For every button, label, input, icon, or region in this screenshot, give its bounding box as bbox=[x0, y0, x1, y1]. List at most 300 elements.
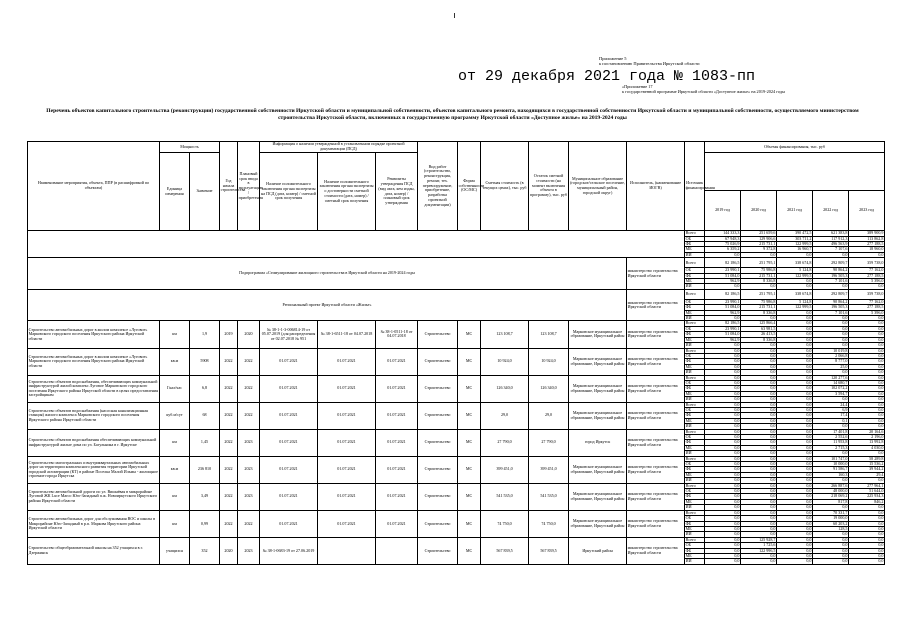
col-remaining-cost: Остаток сметной стоимости (на момент включения объекта в программу), тыс. руб bbox=[529, 142, 569, 231]
funding-value: 0,0 bbox=[813, 326, 849, 331]
cell-mun: Марковское муниципальное образование, Иркутский район bbox=[569, 483, 627, 510]
section-title: Подпрограмма «Стимулирование жилищного строительства в Иркутской области на 2019-2024 годы bbox=[28, 258, 627, 290]
table-header bbox=[28, 142, 885, 231]
funding-value: 0,0 bbox=[849, 532, 885, 537]
funding-value: 0,0 bbox=[705, 462, 741, 467]
funding-value: 75 986,8 bbox=[741, 299, 777, 304]
funding-value: 58 289,8 bbox=[849, 456, 885, 461]
source-label: Всего bbox=[685, 231, 705, 236]
funding-value: 160,3 bbox=[813, 472, 849, 477]
cell-doc1: 01.07.2021 bbox=[260, 456, 318, 483]
cell-mun: Марковское муниципальное образование, Иркутский район bbox=[569, 402, 627, 429]
funding-value: 0,0 bbox=[777, 418, 813, 423]
funding-value: 0,0 bbox=[849, 397, 885, 402]
funding-value: 251 795,1 bbox=[741, 289, 777, 299]
cell-doc1: № 38-1-1-3-006814-19 от 05.07.2019 (для распределения от 02.07.2018 № 951 bbox=[260, 321, 318, 348]
funding-value: 0,0 bbox=[813, 532, 849, 537]
funding-value: 125 866,4 bbox=[741, 321, 777, 326]
source-label: ИИ bbox=[685, 532, 705, 537]
funding-value: 23 990,1 bbox=[705, 299, 741, 304]
cell-rem: 541 535,0 bbox=[529, 483, 569, 510]
funding-value: 359 738,0 bbox=[849, 289, 885, 299]
funding-value: 0,0 bbox=[741, 494, 777, 499]
funding-value: 102 072,2 bbox=[813, 386, 849, 391]
funding-value: 8 336,8 bbox=[741, 310, 777, 315]
funding-value: 0,0 bbox=[741, 386, 777, 391]
source-label: ИИ bbox=[685, 316, 705, 321]
cell-doc1: № 38-1-0683-19 от 27.06.2019 bbox=[260, 537, 318, 564]
section-title: Региональный проект Иркутской области «Жилье» bbox=[28, 289, 627, 321]
funding-value: 962,9 bbox=[705, 279, 741, 284]
funding-value: 0,0 bbox=[705, 440, 741, 445]
source-label: Всего bbox=[685, 348, 705, 353]
funding-value: 63 981,5 bbox=[741, 326, 777, 331]
funding-value: 0,0 bbox=[741, 472, 777, 477]
funding-value: 0,0 bbox=[777, 310, 813, 315]
appendix-note bbox=[599, 56, 899, 67]
funding-value: 251 659,6 bbox=[741, 231, 777, 236]
source-label: Всего bbox=[685, 429, 705, 434]
funding-value: 0,0 bbox=[705, 386, 741, 391]
funding-value: 0,0 bbox=[705, 548, 741, 553]
funding-value: 0,0 bbox=[849, 316, 885, 321]
source-label: МБ bbox=[685, 279, 705, 284]
funding-value: 0,0 bbox=[705, 532, 741, 537]
funding-value: 0,0 bbox=[777, 337, 813, 342]
funding-value: 0,0 bbox=[741, 489, 777, 494]
cell-work: Строительство bbox=[418, 510, 458, 537]
cell-work: Строительство bbox=[418, 375, 458, 402]
funding-value: 113 862,8 bbox=[849, 236, 885, 241]
funding-value: 0,0 bbox=[777, 375, 813, 380]
cell-name: Строительство автомобильных дорог для обслуживания ВОС и школы в Микрорайоне Юго-Западный в р.п. Маркова Иркутского района Иркутской области bbox=[28, 510, 160, 537]
funding-value: 0,0 bbox=[705, 456, 741, 461]
cell-doc1: 01.07.2021 bbox=[260, 510, 318, 537]
funding-value: 5 396,0 bbox=[849, 279, 885, 284]
cell-rem: 74 750,0 bbox=[529, 510, 569, 537]
cell-name: Строительство автомобильных дорог в жилом комплексе «Луговое» Марковского городского поселения Иркутского района Иркутской области bbox=[28, 321, 160, 348]
source-label: ФБ bbox=[685, 332, 705, 337]
source-label: ФБ bbox=[685, 386, 705, 391]
funding-value: 5 124,8 bbox=[777, 268, 813, 273]
col-funding-group: Объемы финансирования, тыс. руб bbox=[705, 142, 885, 153]
source-label: ОБ bbox=[685, 543, 705, 548]
funding-value: 0,0 bbox=[849, 510, 885, 515]
funding-value: 7 107,6 bbox=[813, 247, 849, 252]
col-unit: Единица измерения bbox=[160, 153, 190, 231]
funding-value: 0,0 bbox=[705, 359, 741, 364]
cell-start: 2022 bbox=[220, 456, 238, 483]
cell-cost: 567 839,5 bbox=[481, 537, 529, 564]
funding-value: 0,0 bbox=[777, 553, 813, 558]
funding-value: 0,0 bbox=[741, 553, 777, 558]
funding-value: 0,0 bbox=[741, 478, 777, 483]
source-label: ОБ bbox=[685, 462, 705, 467]
cell-value: 236 810 bbox=[190, 456, 220, 483]
source-label: ИИ bbox=[685, 478, 705, 483]
cell-work: Строительство bbox=[418, 321, 458, 348]
funding-value: 0,0 bbox=[777, 472, 813, 477]
funding-value: 0,0 bbox=[849, 553, 885, 558]
cell-work: Строительство bbox=[418, 348, 458, 375]
col-doc-positive: Наличие положительного заключения органа экспертизы на ПСД (дата, номер) / сметной срок получения bbox=[260, 153, 318, 231]
funding-value: 0,0 bbox=[813, 337, 849, 342]
funding-value: 90 864,2 bbox=[813, 299, 849, 304]
funding-value: 8 336,8 bbox=[741, 279, 777, 284]
source-label: ИИ bbox=[685, 505, 705, 510]
funding-value: 215 731,1 bbox=[741, 305, 777, 310]
funding-value: 0,0 bbox=[705, 370, 741, 375]
cell-value: 352 bbox=[190, 537, 220, 564]
funding-value: 75 026,9 bbox=[705, 242, 741, 247]
col-work-type: Вид работ (строительство, реконструкция, ремонт, тех. перевооружение, приобретение, разработка проектной документации) bbox=[418, 142, 458, 231]
funding-value: 0,0 bbox=[849, 521, 885, 526]
funding-value: 91 586,7 bbox=[813, 467, 849, 472]
funding-value: 0,0 bbox=[813, 548, 849, 553]
cell-doc3: 01.07.2021 bbox=[376, 375, 418, 402]
funding-value: 0,0 bbox=[777, 483, 813, 488]
funding-value: 0,0 bbox=[813, 332, 849, 337]
source-label: ФБ bbox=[685, 494, 705, 499]
table-row bbox=[28, 258, 885, 268]
funding-value: 117 912,3 bbox=[813, 236, 849, 241]
funding-value: 48 000,0 bbox=[813, 489, 849, 494]
funding-value: 0,0 bbox=[777, 413, 813, 418]
funding-value: 0,0 bbox=[705, 478, 741, 483]
funding-value: 0,0 bbox=[741, 483, 777, 488]
source-label: ИИ bbox=[685, 559, 705, 564]
cell-doc1: 01.07.2021 bbox=[260, 348, 318, 375]
funding-value: 0,0 bbox=[741, 413, 777, 418]
funding-value: 0,0 bbox=[777, 435, 813, 440]
funding-value: 0,0 bbox=[741, 252, 777, 257]
cell-start: 2022 bbox=[220, 348, 238, 375]
funding-value: 0,0 bbox=[741, 397, 777, 402]
funding-value: 0,0 bbox=[741, 429, 777, 434]
cell-value: 3,49 bbox=[190, 483, 220, 510]
funding-value: 0,0 bbox=[705, 375, 741, 380]
cell-own: МС bbox=[458, 348, 481, 375]
funding-value: 15 536,2 bbox=[849, 462, 885, 467]
cell-work: Строительство bbox=[418, 483, 458, 510]
cell-unit: км bbox=[160, 321, 190, 348]
funding-value: 0,0 bbox=[813, 424, 849, 429]
source-label: ОБ bbox=[685, 236, 705, 241]
funding-value: 0,0 bbox=[741, 559, 777, 564]
cell-doc1: 01.07.2021 bbox=[260, 402, 318, 429]
funding-value: 0,0 bbox=[813, 537, 849, 542]
cell-cost: 126 340,0 bbox=[481, 375, 529, 402]
funding-value: 0,0 bbox=[777, 440, 813, 445]
funding-value: 7 101,6 bbox=[813, 310, 849, 315]
source-label: ФБ bbox=[685, 413, 705, 418]
cell-unit: км bbox=[160, 510, 190, 537]
funding-value: 20 164,6 bbox=[849, 429, 885, 434]
source-label: ОБ bbox=[685, 268, 705, 273]
funding-value: 0,0 bbox=[741, 402, 777, 407]
funding-value: 0,0 bbox=[813, 478, 849, 483]
funding-value: 0,0 bbox=[777, 402, 813, 407]
cell-rem: 399 451,0 bbox=[529, 456, 569, 483]
cell-plan: 2022 bbox=[238, 375, 260, 402]
funding-value: 0,0 bbox=[705, 316, 741, 321]
funding-value: 0,0 bbox=[741, 380, 777, 385]
source-label: МБ bbox=[685, 445, 705, 450]
source-label: Всего bbox=[685, 375, 705, 380]
cell-plan: 2023 bbox=[238, 456, 260, 483]
cell-doc1: 01.07.2021 bbox=[260, 429, 318, 456]
funding-value: 129 906,6 bbox=[741, 236, 777, 241]
col-docs-group: Информация о наличии утвержденной в установленном порядке проектной документации (ПСД) bbox=[260, 142, 418, 153]
funding-value: 0,0 bbox=[849, 364, 885, 369]
funding-value: 251 795,1 bbox=[741, 258, 777, 268]
funding-value: 0,0 bbox=[705, 526, 741, 531]
col-start-year: Год начала строительства bbox=[220, 142, 238, 231]
funding-value: 0,0 bbox=[741, 499, 777, 504]
funding-value: 0,1 bbox=[813, 418, 849, 423]
col-doc-estimate: Наличие положительного заключения органа экспертизы о достоверности сметной стоимости (дата, номер) / сметный срок получения bbox=[318, 153, 376, 231]
funding-value: 496 563,9 bbox=[813, 242, 849, 247]
funding-value: 0,0 bbox=[705, 510, 741, 515]
cell-unit: учащихся bbox=[160, 537, 190, 564]
funding-value: 17,4 bbox=[813, 413, 849, 418]
source-label: ФБ bbox=[685, 359, 705, 364]
cell-name: Строительство автомобильных дорог в жилом комплексе «Луговое» Марковского городского поселения Иркутского района Иркутской области bbox=[28, 348, 160, 375]
funding-value: 0,0 bbox=[705, 494, 741, 499]
funding-value: 8 777,0 bbox=[813, 359, 849, 364]
cell-work: Строительство bbox=[418, 537, 458, 564]
funding-value: 0,0 bbox=[705, 380, 741, 385]
funding-value: 0,0 bbox=[777, 343, 813, 348]
cell-start: 2019 bbox=[220, 321, 238, 348]
cell-doc3: 01.07.2021 bbox=[376, 402, 418, 429]
funding-value: 122 996,5 bbox=[741, 548, 777, 553]
source-label: ОБ bbox=[685, 516, 705, 521]
funding-value: 82 186,5 bbox=[705, 321, 741, 326]
funding-value: 0,0 bbox=[777, 510, 813, 515]
funding-value: 0,0 bbox=[849, 380, 885, 385]
executor-cell: министерство строительства Иркутской области bbox=[627, 456, 685, 483]
funding-value: 0,0 bbox=[705, 402, 741, 407]
cell-plan: 2022 bbox=[238, 348, 260, 375]
funding-value: 9 372,8 bbox=[741, 247, 777, 252]
funding-value: 0,0 bbox=[849, 413, 885, 418]
source-label: Всего bbox=[685, 258, 705, 268]
funding-value: 0,0 bbox=[777, 521, 813, 526]
cell-own: МС bbox=[458, 510, 481, 537]
funding-value: 0,0 bbox=[777, 494, 813, 499]
funding-value: 2 196,0 bbox=[849, 435, 885, 440]
cell-rem: 126 340,0 bbox=[529, 375, 569, 402]
cell-own: МС bbox=[458, 375, 481, 402]
funding-value: 0,0 bbox=[705, 499, 741, 504]
funding-value: 51 084,0 bbox=[705, 332, 741, 337]
cell-work: Строительство bbox=[418, 429, 458, 456]
source-label: ИИ bbox=[685, 343, 705, 348]
funding-value: 23 990,1 bbox=[705, 268, 741, 273]
cell-start: 2022 bbox=[220, 510, 238, 537]
funding-value: 0,0 bbox=[741, 391, 777, 396]
funding-value: 122 999,5 bbox=[777, 273, 813, 278]
col-funding-spacer bbox=[705, 153, 885, 191]
page-title: Перечень объектов капитального строительства (реконструкции) государственной собственности Иркутской области и муниципальной собственности, объектов капитального ремонта, находящихся в государственной собственности Иркутской области и муниципальной собственности, осуществляемого министерством строительства Иркутской области, включенных в государственную программу Иркутской области «Доступное жилье» на 2019-2024 годы bbox=[46, 108, 859, 121]
funding-value: 0,0 bbox=[705, 543, 741, 548]
funding-value: 0,0 bbox=[849, 391, 885, 396]
funding-value: 0,0 bbox=[849, 402, 885, 407]
funding-value: 0,0 bbox=[777, 429, 813, 434]
cell-value: 0,99 bbox=[190, 510, 220, 537]
cell-work: Строительство bbox=[418, 402, 458, 429]
cell-own: МС bbox=[458, 321, 481, 348]
funding-value: 0,0 bbox=[741, 424, 777, 429]
funding-value: 122 999,5 bbox=[777, 242, 813, 247]
source-label: ИИ bbox=[685, 397, 705, 402]
col-municipality: Муниципальное образование (городское/сельское поселение, муниципальный район, городской округ) bbox=[569, 142, 627, 231]
funding-value: 0,0 bbox=[813, 343, 849, 348]
funding-value: 0,0 bbox=[813, 505, 849, 510]
appendix-line: «Приложение 17 bbox=[622, 84, 653, 89]
source-label: ФБ bbox=[685, 440, 705, 445]
funding-value: 0,0 bbox=[741, 462, 777, 467]
source-label: МБ bbox=[685, 418, 705, 423]
executor-cell: министерство строительства Иркутской области bbox=[627, 289, 685, 321]
cell-mun: Марковское муниципальное образование, Иркутский район bbox=[569, 348, 627, 375]
cell-start: 2020 bbox=[220, 537, 238, 564]
funding-value: 277 188,5 bbox=[849, 242, 885, 247]
cell-unit: кв.м bbox=[160, 456, 190, 483]
funding-value: 6 359,2 bbox=[705, 247, 741, 252]
funding-value: 0,0 bbox=[705, 521, 741, 526]
funding-value: 0,0 bbox=[705, 348, 741, 353]
funding-value: 817,8 bbox=[813, 499, 849, 504]
source-label: МБ bbox=[685, 526, 705, 531]
funding-value: 0,0 bbox=[741, 370, 777, 375]
funding-value: 0,0 bbox=[849, 337, 885, 342]
cell-doc3: 01.07.2021 bbox=[376, 456, 418, 483]
funding-value: 5 396,0 bbox=[849, 310, 885, 315]
source-label: ИИ bbox=[685, 424, 705, 429]
funding-value: 0,0 bbox=[741, 532, 777, 537]
col-estimate-cost: Сметная стоимость (в текущих ценах), тыс. руб bbox=[481, 142, 529, 231]
cell-start: 2022 bbox=[220, 375, 238, 402]
funding-value: 0,0 bbox=[705, 391, 741, 396]
funding-value: 0,0 bbox=[813, 252, 849, 257]
cell-value: 68 bbox=[190, 402, 220, 429]
source-label: Всего bbox=[685, 483, 705, 488]
funding-value: 0,0 bbox=[813, 543, 849, 548]
funding-value: 0,0 bbox=[777, 516, 813, 521]
funding-value: 0,0 bbox=[705, 516, 741, 521]
funding-value: 0,0 bbox=[849, 526, 885, 531]
source-label: МБ bbox=[685, 472, 705, 477]
funding-value: 0,0 bbox=[705, 472, 741, 477]
funding-value: 0,0 bbox=[741, 516, 777, 521]
funding-value: 0,0 bbox=[705, 424, 741, 429]
executor-cell: министерство строительства Иркутской области bbox=[627, 375, 685, 402]
funding-value: 0,0 bbox=[705, 435, 741, 440]
funding-value: 67 948,3 bbox=[705, 236, 741, 241]
cell-own: МС bbox=[458, 456, 481, 483]
funding-value: 277 964,1 bbox=[849, 483, 885, 488]
funding-value: 0,0 bbox=[777, 316, 813, 321]
funding-value: 0,0 bbox=[741, 521, 777, 526]
executor-cell: министерство строительства Иркутской области bbox=[627, 510, 685, 537]
cell-unit: Гкал/час bbox=[160, 375, 190, 402]
funding-value: 0,0 bbox=[849, 559, 885, 564]
funding-value: 82 186,5 bbox=[705, 258, 741, 268]
cell-doc2: 01.07.2021 bbox=[318, 483, 376, 510]
cell-mun: Марковское муниципальное образование, Иркутский район bbox=[569, 510, 627, 537]
funding-value: 0,0 bbox=[849, 478, 885, 483]
cell-work: Строительство bbox=[418, 456, 458, 483]
source-label: Всего bbox=[685, 289, 705, 299]
funding-value: 215 731,1 bbox=[741, 273, 777, 278]
funding-value: 1 725,6 bbox=[741, 543, 777, 548]
funding-value: 26 413,5 bbox=[741, 332, 777, 337]
funding-value: 0,0 bbox=[705, 489, 741, 494]
source-label: Всего bbox=[685, 402, 705, 407]
col-plan-year: Плановый срок ввода в эксплуатацию / приобретения bbox=[238, 142, 260, 231]
source-label: ОБ bbox=[685, 353, 705, 358]
funding-value: 0,0 bbox=[777, 478, 813, 483]
funding-value: 846,2 bbox=[849, 499, 885, 504]
funding-value: 0,0 bbox=[849, 321, 885, 326]
cell-unit: куб.м/сут bbox=[160, 402, 190, 429]
funding-value: 0,0 bbox=[777, 451, 813, 456]
funding-value: 0,0 bbox=[849, 370, 885, 375]
funding-value: 0,0 bbox=[705, 343, 741, 348]
funding-value: 0,0 bbox=[741, 353, 777, 358]
funding-value: 0,0 bbox=[777, 321, 813, 326]
funding-value: 0,0 bbox=[741, 418, 777, 423]
col-executor: Исполнитель, (наименование ИОГВ) bbox=[627, 142, 685, 231]
funding-value: 0,0 bbox=[705, 413, 741, 418]
source-label: ИИ bbox=[685, 252, 705, 257]
cell-doc3: № 38-1-0511-18 от 04.07.2018 bbox=[376, 321, 418, 348]
funding-value: 77 162,0 bbox=[849, 299, 885, 304]
col-name: Наименование мероприятия, объекта, ППР (в расшифровкой по объектам) bbox=[28, 142, 160, 231]
cell-start: 2022 bbox=[220, 483, 238, 510]
funding-value: 0,0 bbox=[705, 467, 741, 472]
cell-plan: 2023 bbox=[238, 483, 260, 510]
cell-doc3: 01.07.2021 bbox=[376, 510, 418, 537]
funding-value: 196 505,3 bbox=[813, 305, 849, 310]
objects-table bbox=[27, 141, 885, 565]
cell-name: Строительство объектов водоснабжения обеспечивающих коммунальной инфраструктурой жилые дома по ул. Багульника в г. Иркутске bbox=[28, 429, 160, 456]
funding-value: 0,0 bbox=[741, 435, 777, 440]
funding-value: 0,0 bbox=[777, 526, 813, 531]
source-label: МБ bbox=[685, 391, 705, 396]
funding-value: 144 333,3 bbox=[705, 231, 741, 236]
funding-value: 0,0 bbox=[849, 348, 885, 353]
source-label: ИИ bbox=[685, 370, 705, 375]
funding-value: 0,0 bbox=[741, 456, 777, 461]
source-label: ОБ bbox=[685, 435, 705, 440]
funding-value: 0,0 bbox=[777, 348, 813, 353]
funding-value: 277 188,5 bbox=[849, 305, 885, 310]
cell-own: МС bbox=[458, 537, 481, 564]
source-label: ФБ bbox=[685, 242, 705, 247]
cell-unit: кв.м bbox=[160, 348, 190, 375]
executor-cell: министерство строительства Иркутской области bbox=[627, 402, 685, 429]
funding-value: 0,0 bbox=[741, 375, 777, 380]
appendix-line: к государственной программе Иркутской области «Доступное жилье» на 2019-2024 годы bbox=[622, 89, 786, 95]
appendix-line: к постановлению Правительства Иркутской области bbox=[599, 61, 700, 67]
funding-value: 10 000,0 bbox=[813, 462, 849, 467]
cell-value: 1,45 bbox=[190, 429, 220, 456]
funding-value: 0,0 bbox=[777, 391, 813, 396]
funding-value: 19 000,0 bbox=[813, 516, 849, 521]
